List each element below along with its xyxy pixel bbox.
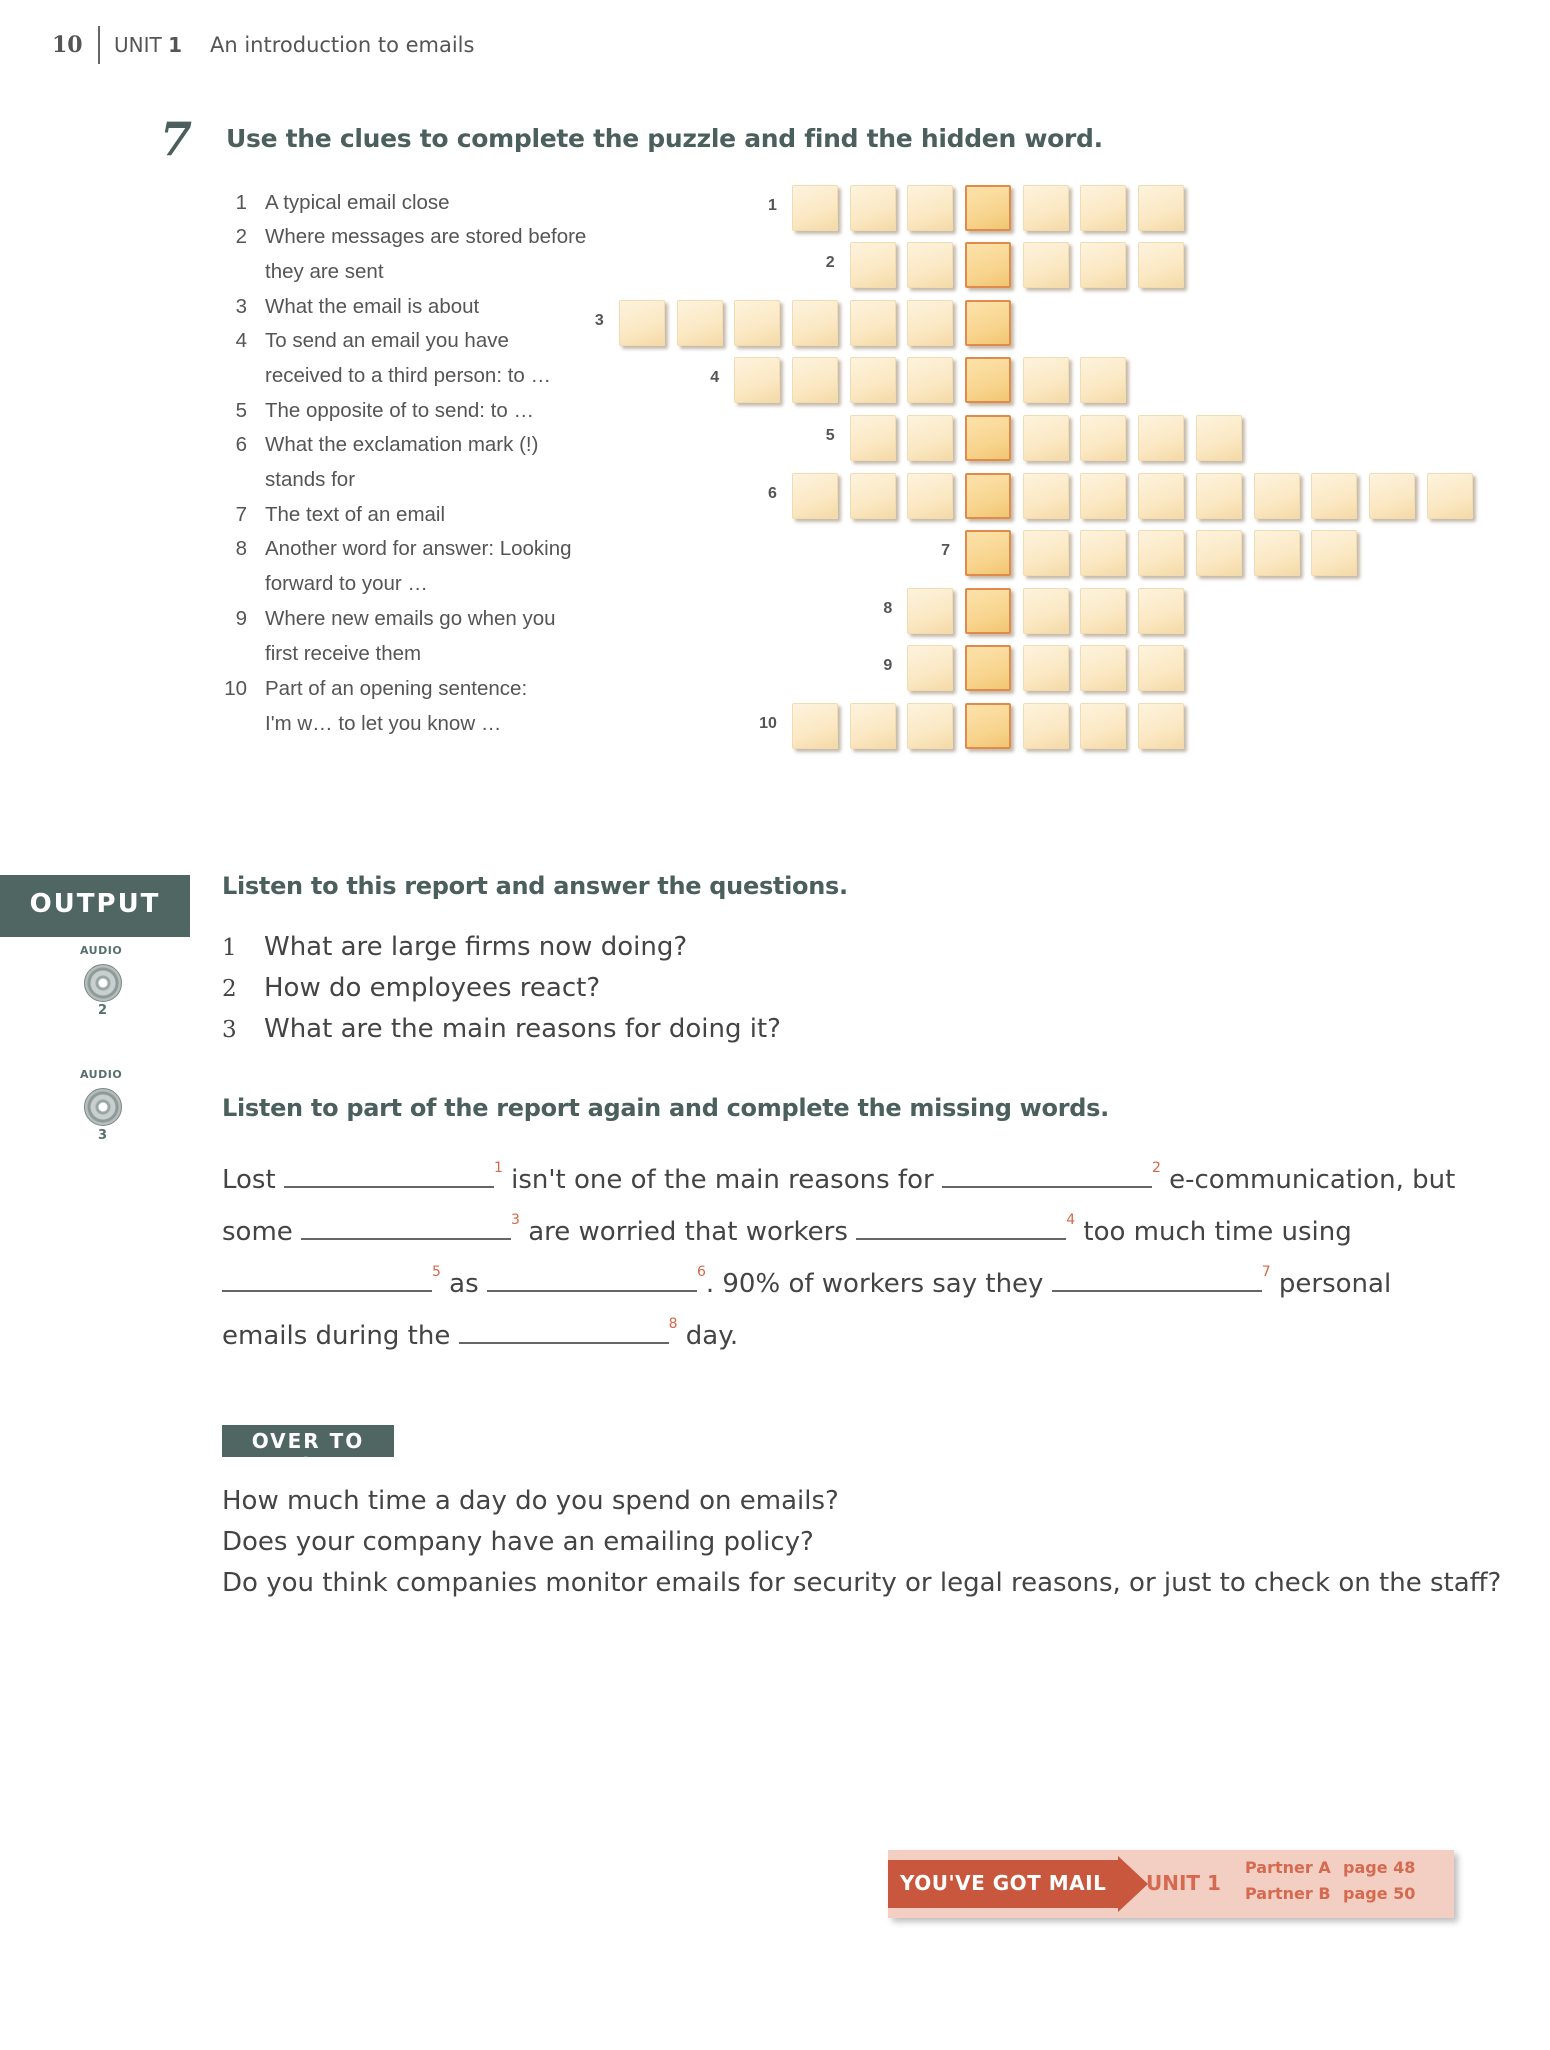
puzzle-row-number: 4: [710, 369, 720, 386]
puzzle-cell[interactable]: [1023, 185, 1069, 231]
hidden-word-cell[interactable]: [965, 415, 1011, 461]
puzzle-cell[interactable]: [850, 185, 896, 231]
clue-text: Part of an opening sentence:: [265, 677, 528, 700]
puzzle-cell[interactable]: [1138, 645, 1184, 691]
partner-a-label: Partner A: [1245, 1858, 1331, 1877]
puzzle-cell[interactable]: [1138, 242, 1184, 288]
puzzle-cell[interactable]: [734, 357, 780, 403]
clue-text: stands for: [265, 468, 356, 491]
over-to-you-label: OVER TO YOU: [251, 1429, 365, 1477]
clue-number: 3: [235, 295, 247, 318]
audio-label: AUDIO: [80, 944, 123, 957]
puzzle-cell[interactable]: [1138, 185, 1184, 231]
gap-blank[interactable]: [459, 1320, 669, 1344]
puzzle-cell[interactable]: [1023, 242, 1069, 288]
puzzle-cell[interactable]: [1138, 703, 1184, 749]
puzzle-cell[interactable]: [1023, 357, 1069, 403]
hidden-word-cell[interactable]: [965, 530, 1011, 576]
question-item: [222, 973, 600, 1003]
gapfill-text: day.: [677, 1321, 739, 1351]
puzzle-cell[interactable]: [907, 357, 953, 403]
clue-number: 7: [235, 503, 247, 526]
puzzle-cell[interactable]: [850, 703, 896, 749]
clue-text: Where new emails go when you: [265, 607, 556, 630]
puzzle-cell[interactable]: [1254, 530, 1300, 576]
banner-unit: UNIT 1: [1146, 1871, 1221, 1895]
gapfill-line: [222, 1160, 1456, 1195]
question-item: [222, 1014, 781, 1044]
question-number: 2: [222, 976, 237, 1002]
gap-blank[interactable]: [222, 1268, 432, 1292]
clue-text: The opposite of to send: to …: [265, 399, 534, 422]
gap-blank[interactable]: [487, 1268, 697, 1292]
puzzle-cell[interactable]: [1080, 588, 1126, 634]
gapfill-line: [222, 1212, 1352, 1247]
puzzle-cell[interactable]: [850, 415, 896, 461]
audio-cd-icon[interactable]: [84, 964, 122, 1002]
gapfill-text: personal: [1270, 1269, 1392, 1299]
clue-number: 10: [224, 677, 247, 700]
gapfill-text: e-communication, but: [1160, 1165, 1456, 1195]
unit-word: UNIT: [114, 33, 162, 57]
gapfill-text: some: [222, 1217, 293, 1247]
puzzle-cell[interactable]: [792, 357, 838, 403]
puzzle-cell[interactable]: [1080, 242, 1126, 288]
puzzle-row-number: 8: [883, 600, 893, 617]
clue-text: they are sent: [265, 260, 384, 283]
puzzle-cell[interactable]: [1080, 703, 1126, 749]
hidden-word-cell[interactable]: [965, 357, 1011, 403]
puzzle-cell[interactable]: [907, 473, 953, 519]
puzzle-cell[interactable]: [907, 645, 953, 691]
gapfill-text: . 90% of workers say they: [705, 1269, 1044, 1299]
question-text: What are large firms now doing?: [264, 932, 688, 962]
gapfill-text: as: [440, 1269, 479, 1299]
partner-a-page[interactable]: page 48: [1343, 1858, 1416, 1877]
puzzle-row-number: 2: [825, 254, 835, 271]
exercise-number: 7: [160, 112, 193, 166]
puzzle-cell[interactable]: [792, 473, 838, 519]
puzzle-cell[interactable]: [1023, 588, 1069, 634]
puzzle-row-number: 7: [941, 542, 950, 559]
puzzle-cell[interactable]: [850, 357, 896, 403]
puzzle-cell[interactable]: [1080, 357, 1126, 403]
puzzle-cell[interactable]: [1080, 415, 1126, 461]
puzzle-cell[interactable]: [1080, 473, 1126, 519]
puzzle-cell[interactable]: [792, 300, 838, 346]
puzzle-cell[interactable]: [1023, 415, 1069, 461]
unit-label: [114, 33, 182, 57]
banner-title: YOU'VE GOT MAIL: [900, 1871, 1107, 1895]
discussion-question: Do you think companies monitor emails for security or legal reasons, or just to check on the staff?: [222, 1568, 1502, 1598]
puzzle-cell[interactable]: [1138, 415, 1184, 461]
puzzle-cell[interactable]: [1311, 473, 1357, 519]
clue-text: received to a third person: to …: [265, 364, 552, 387]
puzzle-cell[interactable]: [1138, 473, 1184, 519]
gapfill-text: Lost: [222, 1165, 276, 1195]
clue-text: Another word for answer: Looking: [265, 537, 572, 560]
gap-number: 6: [696, 1264, 706, 1280]
audio-number: 3: [98, 1128, 108, 1143]
puzzle-cell[interactable]: [1196, 415, 1242, 461]
gap-number: 3: [511, 1212, 520, 1228]
audio-number: 2: [98, 1003, 108, 1018]
puzzle-cell[interactable]: [850, 242, 896, 288]
puzzle-row-number: 9: [883, 657, 893, 674]
puzzle-cell[interactable]: [1196, 473, 1242, 519]
hidden-word-cell[interactable]: [965, 185, 1011, 231]
puzzle-row-number: 5: [825, 427, 835, 444]
hidden-word-cell[interactable]: [965, 703, 1011, 749]
puzzle-cell[interactable]: [1138, 530, 1184, 576]
puzzle-cell[interactable]: [907, 300, 953, 346]
puzzle-cell[interactable]: [907, 703, 953, 749]
gapfill-line: [222, 1316, 739, 1351]
output-label: OUTPUT: [29, 889, 161, 919]
puzzle-cell[interactable]: [907, 185, 953, 231]
puzzle-row-number: 10: [759, 715, 777, 732]
gap-number: 7: [1261, 1264, 1271, 1280]
puzzle-cell[interactable]: [1427, 473, 1473, 519]
puzzle-cell[interactable]: [1023, 703, 1069, 749]
puzzle-cell[interactable]: [792, 185, 838, 231]
puzzle-cell[interactable]: [734, 300, 780, 346]
puzzle-cell[interactable]: [792, 703, 838, 749]
puzzle-cell[interactable]: [1080, 530, 1126, 576]
puzzle-cell[interactable]: [1138, 588, 1184, 634]
unit-number: 1: [168, 33, 182, 57]
puzzle-row-number: 6: [767, 485, 777, 502]
gap-number: 4: [1066, 1212, 1076, 1228]
discussion-question: Does your company have an emailing policy?: [222, 1527, 814, 1557]
gap-blank[interactable]: [856, 1216, 1066, 1240]
puzzle-cell[interactable]: [1080, 645, 1126, 691]
section-heading-gapfill: Listen to part of the report again and complete the missing words.: [222, 1094, 1109, 1122]
puzzle-cell[interactable]: [1196, 530, 1242, 576]
clue-text: first receive them: [265, 642, 422, 665]
clue-text: What the exclamation mark (!): [265, 433, 539, 456]
clue-number: 6: [235, 433, 247, 456]
hidden-word-cell[interactable]: [965, 300, 1011, 346]
puzzle-cell[interactable]: [677, 300, 723, 346]
clue-text: What the email is about: [265, 295, 480, 318]
hidden-word-cell[interactable]: [965, 588, 1011, 634]
puzzle-cell[interactable]: [1023, 473, 1069, 519]
hidden-word-cell[interactable]: [965, 242, 1011, 288]
gapfill-text: isn't one of the main reasons for: [502, 1165, 934, 1195]
gap-number: 1: [493, 1160, 503, 1176]
clue-number: 4: [235, 329, 247, 352]
hidden-word-cell[interactable]: [965, 473, 1011, 519]
discussion-question: How much time a day do you spend on emails?: [222, 1486, 839, 1516]
gap-blank[interactable]: [284, 1164, 494, 1188]
unit-title: An introduction to emails: [210, 33, 475, 57]
gapfill-text: emails during the: [222, 1321, 451, 1351]
clue-number: 5: [235, 399, 247, 422]
gapfill-text: too much time using: [1075, 1217, 1352, 1247]
gap-number: 2: [1151, 1160, 1161, 1176]
clue-number: 1: [235, 191, 247, 214]
gap-number: 5: [432, 1264, 441, 1280]
gap-blank[interactable]: [301, 1216, 511, 1240]
puzzle-cell[interactable]: [1023, 645, 1069, 691]
clue-text: To send an email you have: [265, 329, 509, 352]
question-number: 3: [222, 1017, 237, 1043]
gapfill-line: [222, 1264, 1392, 1299]
puzzle-cell[interactable]: [1369, 473, 1415, 519]
puzzle-cell[interactable]: [1023, 530, 1069, 576]
gap-number: 8: [668, 1316, 678, 1332]
audio-cd-icon[interactable]: [84, 1088, 122, 1126]
clue-text: Where messages are stored before: [265, 225, 587, 248]
puzzle-row-number: 3: [594, 312, 604, 329]
partner-b-page[interactable]: page 50: [1343, 1884, 1416, 1903]
clue-text: I'm w… to let you know …: [265, 712, 502, 735]
gapfill-text: are worried that workers: [519, 1217, 848, 1247]
question-text: What are the main reasons for doing it?: [264, 1014, 781, 1044]
hidden-word-cell[interactable]: [965, 645, 1011, 691]
arrow-right-icon: [1118, 1856, 1148, 1912]
puzzle-row-number: 1: [767, 197, 777, 214]
puzzle-cell[interactable]: [1080, 185, 1126, 231]
clue-text: forward to your …: [265, 572, 428, 595]
section-heading-listen: Listen to this report and answer the questions.: [222, 872, 848, 900]
puzzle-cell[interactable]: [850, 473, 896, 519]
audio-label: AUDIO: [80, 1068, 123, 1081]
question-text: How do employees react?: [264, 973, 601, 1003]
clue-number: 9: [235, 607, 247, 630]
puzzle-cell[interactable]: [907, 588, 953, 634]
partner-b-label: Partner B: [1245, 1884, 1331, 1903]
clue-text: The text of an email: [265, 503, 446, 526]
puzzle-cell[interactable]: [850, 300, 896, 346]
puzzle-cell[interactable]: [619, 300, 665, 346]
puzzle-cell[interactable]: [1254, 473, 1300, 519]
gap-blank[interactable]: [1052, 1268, 1262, 1292]
puzzle-cell[interactable]: [907, 415, 953, 461]
clue-number: 2: [235, 225, 247, 248]
question-item: [222, 932, 687, 962]
gap-blank[interactable]: [942, 1164, 1152, 1188]
page-number: 10: [52, 32, 83, 58]
exercise-heading: Use the clues to complete the puzzle and find the hidden word.: [226, 124, 1103, 153]
puzzle-cell[interactable]: [907, 242, 953, 288]
clue-number: 8: [235, 537, 247, 560]
question-number: 1: [222, 935, 237, 961]
clue-text: A typical email close: [265, 191, 450, 214]
header-divider: [98, 26, 100, 64]
puzzle-cell[interactable]: [1311, 530, 1357, 576]
